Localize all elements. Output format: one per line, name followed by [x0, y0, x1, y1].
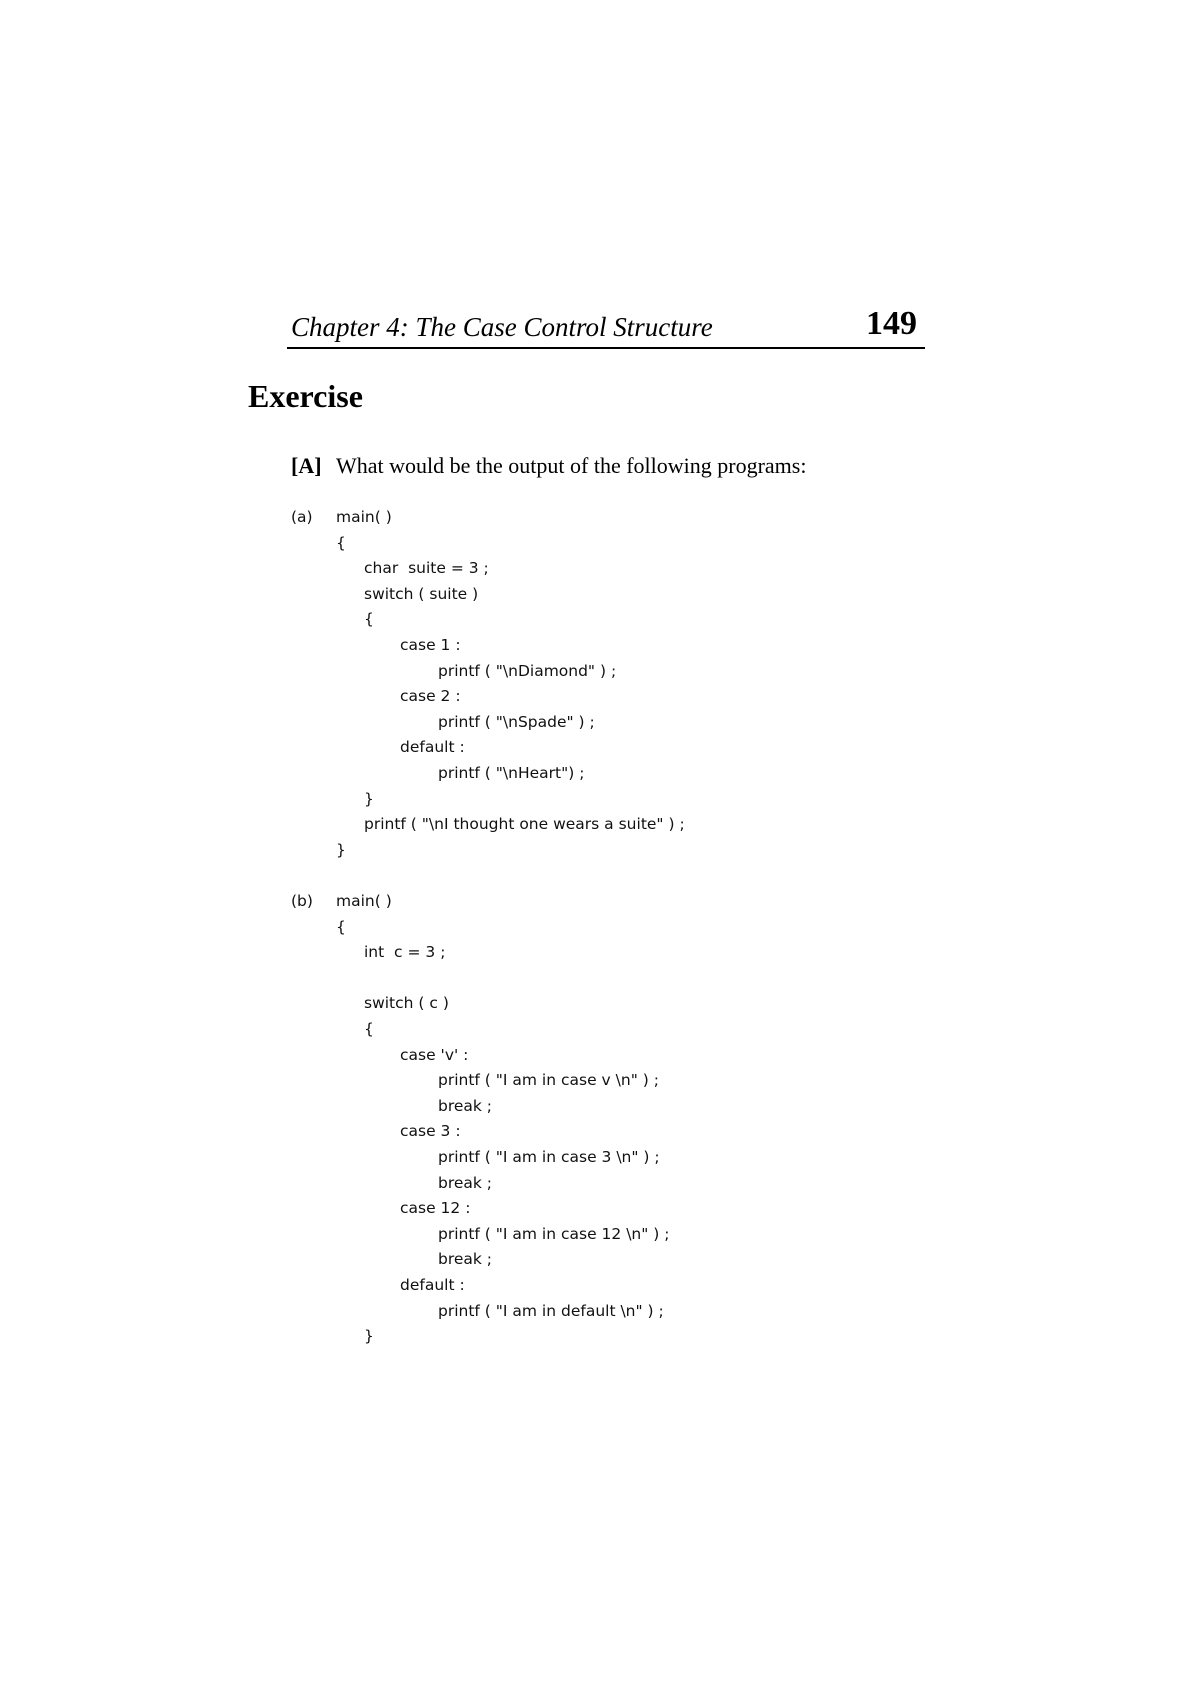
question-text: What would be the output of the following programs:	[336, 453, 807, 478]
question-label: [A]	[291, 453, 322, 478]
code-line: printf ( "I am in case 12 \n" ) ;	[438, 1224, 670, 1243]
code-line: case 3 :	[400, 1122, 461, 1141]
running-head	[287, 305, 925, 349]
code-line: printf ( "I am in case v \n" ) ;	[438, 1071, 659, 1090]
code-line: {	[364, 1019, 374, 1038]
code-line: printf ( "\nSpade" ) ;	[438, 712, 595, 731]
code-line: case 'v' :	[400, 1045, 469, 1064]
page-number: 149	[866, 305, 917, 342]
code-line: default :	[400, 738, 465, 757]
code-listing	[336, 889, 670, 1350]
code-line: {	[336, 917, 346, 936]
code-line: printf ( "\nI thought one wears a suite" ) ;	[364, 815, 685, 834]
program-label: (b)	[291, 892, 313, 910]
code-line: break ;	[438, 1250, 493, 1269]
code-line	[336, 966, 670, 992]
code-line: switch ( suite )	[364, 584, 479, 603]
code-line: }	[336, 840, 346, 859]
code-line: printf ( "I am in case 3 \n" ) ;	[438, 1147, 660, 1166]
code-line: }	[364, 1327, 374, 1346]
code-line: int c = 3 ;	[364, 943, 446, 962]
code-line: switch ( c )	[364, 994, 449, 1013]
code-line: case 2 :	[400, 687, 461, 706]
code-line: case 1 :	[400, 635, 461, 654]
code-line: printf ( "I am in default \n" ) ;	[438, 1301, 664, 1320]
code-line: case 12 :	[400, 1199, 471, 1218]
code-line: {	[336, 533, 346, 552]
code-line: char suite = 3 ;	[364, 559, 489, 578]
program-label: (a)	[291, 508, 313, 526]
code-line: default :	[400, 1275, 465, 1294]
code-line: main( )	[336, 508, 392, 526]
question	[291, 450, 806, 482]
chapter-title: Chapter 4: The Case Control Structure	[291, 312, 713, 342]
code-line: {	[364, 610, 374, 629]
code-line: printf ( "\nHeart") ;	[438, 763, 585, 782]
code-line: break ;	[438, 1096, 493, 1115]
code-line: break ;	[438, 1173, 493, 1192]
section-heading: Exercise	[248, 378, 363, 414]
code-line: printf ( "\nDiamond" ) ;	[438, 661, 617, 680]
code-line: }	[364, 789, 374, 808]
code-line: main( )	[336, 892, 392, 910]
code-listing	[336, 505, 685, 863]
